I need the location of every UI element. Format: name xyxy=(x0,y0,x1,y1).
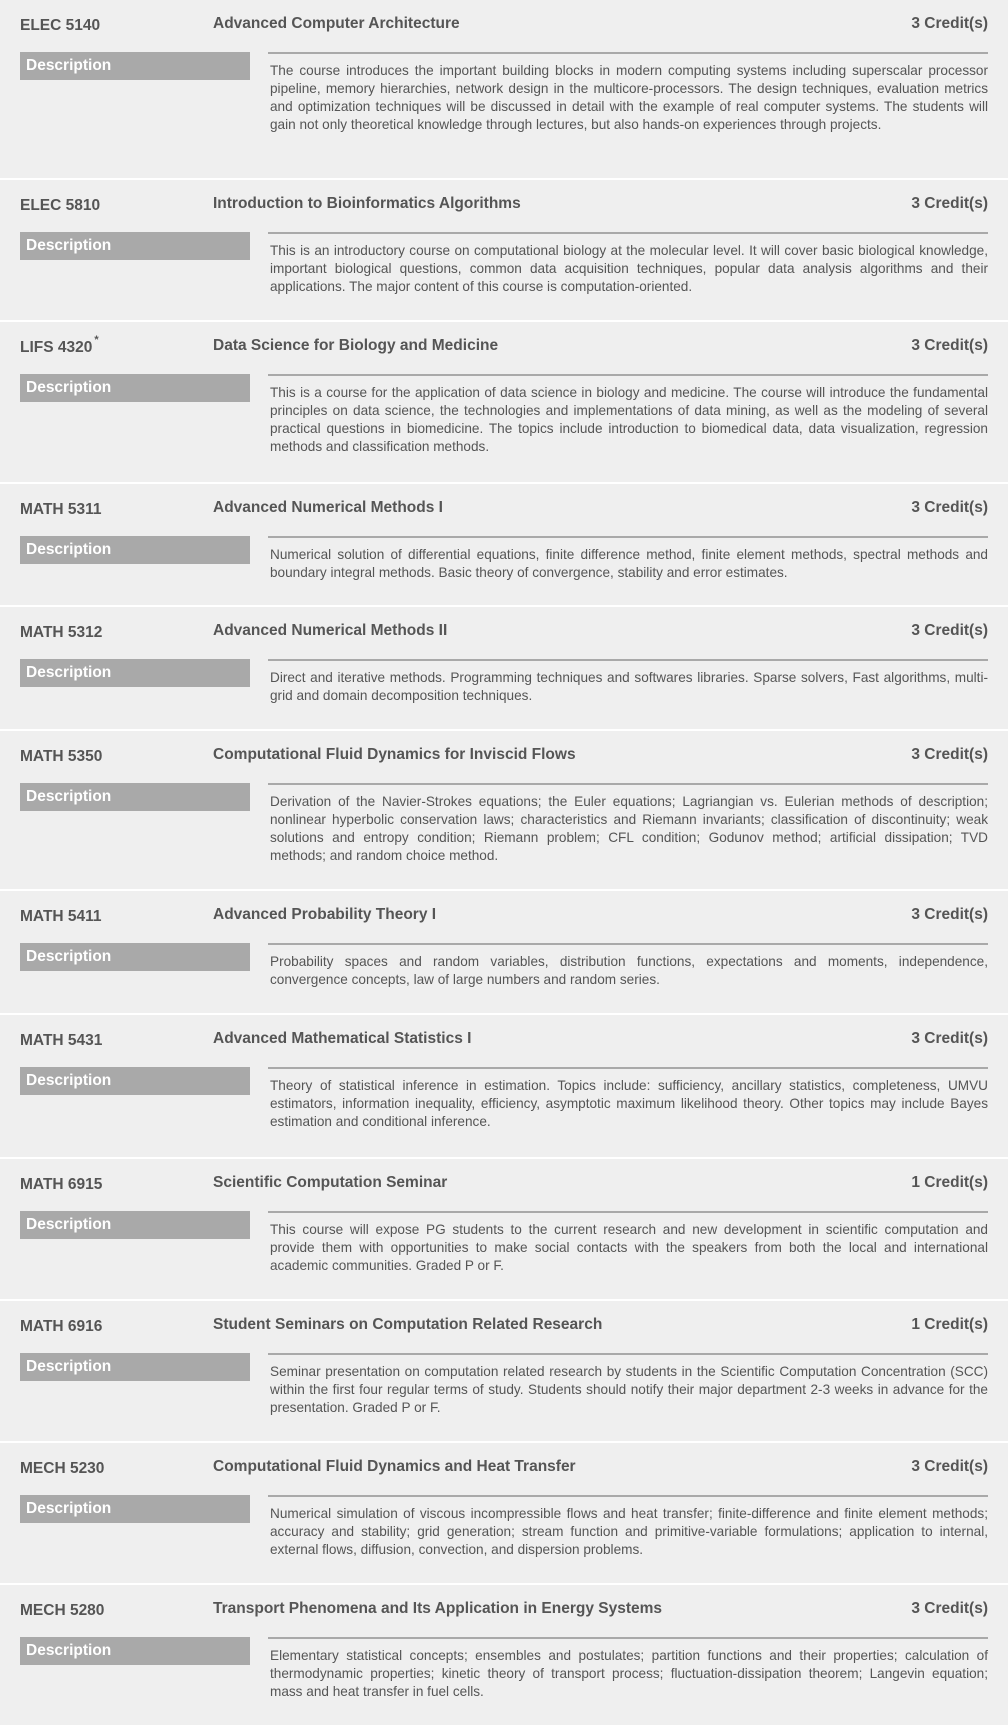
course-header xyxy=(0,746,1008,768)
course-block xyxy=(0,1301,1008,1441)
course-title: Advanced Mathematical Statistics I xyxy=(213,1030,472,1047)
divider xyxy=(268,536,988,538)
course-title: Student Seminars on Computation Related Research xyxy=(213,1316,603,1333)
course-code xyxy=(20,906,104,926)
course-header xyxy=(0,906,1008,928)
description-label: Description xyxy=(20,943,250,971)
description-label: Description xyxy=(20,1067,250,1095)
course-block xyxy=(0,0,1008,178)
course-credits: 1 Credit(s) xyxy=(911,1316,988,1333)
course-credits: 3 Credit(s) xyxy=(911,1458,988,1475)
description-label: Description xyxy=(20,783,250,811)
course-code-text: MATH 5311 xyxy=(20,501,102,519)
course-code xyxy=(20,15,102,35)
course-block xyxy=(0,607,1008,729)
divider xyxy=(268,232,988,234)
divider xyxy=(268,1067,988,1069)
course-code xyxy=(20,1316,104,1336)
course-description: Numerical simulation of viscous incompressible flows and heat transfer; finite-difference and finite element methods; accuracy and stability; grid generation; stream function and primitive-variable formulations; application to internal, external flows, diffusion, convection, and dispersion problems. xyxy=(270,1506,988,1557)
course-title: Advanced Numerical Methods I xyxy=(213,499,443,516)
course-code-text: MECH 5280 xyxy=(20,1602,105,1620)
course-code xyxy=(20,195,102,215)
course-credits: 3 Credit(s) xyxy=(911,337,988,354)
course-code xyxy=(20,622,104,642)
course-code xyxy=(20,334,99,357)
course-code xyxy=(20,499,104,519)
course-title: Advanced Computer Architecture xyxy=(213,15,460,32)
divider xyxy=(268,1353,988,1355)
course-block xyxy=(0,731,1008,889)
description-label: Description xyxy=(20,1353,250,1381)
course-block xyxy=(0,484,1008,605)
course-description: This course will expose PG students to the current research and new development in scientific computation and provide them with opportunities to make social contacts with the speakers from both the local and international academic communities. Graded P or F. xyxy=(270,1222,988,1273)
course-code-text: MATH 5312 xyxy=(20,624,103,642)
course-code-text: MATH 5411 xyxy=(20,908,102,926)
course-description: Elementary statistical concepts; ensembles and postulates; partition functions and their properties; calculation of thermodynamic properties; kinetic theory of transport process; fluctuation-dissipation theorem; Langevin equation; mass and heat transfer in fuel cells. xyxy=(270,1648,988,1699)
divider xyxy=(268,943,988,945)
course-header xyxy=(0,499,1008,521)
course-block xyxy=(0,1159,1008,1299)
course-code-text: MATH 6915 xyxy=(20,1176,103,1194)
divider xyxy=(268,1495,988,1497)
course-title: Transport Phenomena and Its Application in Energy Systems xyxy=(213,1600,663,1617)
divider xyxy=(268,783,988,785)
course-credits: 3 Credit(s) xyxy=(911,746,988,763)
course-title: Scientific Computation Seminar xyxy=(213,1174,448,1191)
description-label: Description xyxy=(20,536,250,564)
course-description: Direct and iterative methods. Programming techniques and softwares libraries. Sparse solvers, Fast algorithms, multi-grid and domain decomposition techniques. xyxy=(270,670,988,703)
course-description: Numerical solution of differential equations, finite difference method, finite element methods, spectral methods and boundary integral methods. Basic theory of convergence, stability and error estimates. xyxy=(270,547,988,580)
course-description: This is an introductory course on computational biology at the molecular level. It will cover basic biological knowledge, important biological questions, common data acquisition techniques, popular data analysis algorithms and their applications. The major content of this course is computation-oriented. xyxy=(270,243,988,294)
course-title: Data Science for Biology and Medicine xyxy=(213,337,499,354)
course-description: This is a course for the application of data science in biology and medicine. The course will introduce the fundamental principles on data science, the technologies and implementations of data mining, as well as the modeling of several practical questions in biomedicine. The topics include introduction to biomedical data, data visualization, regression methods and classification methods. xyxy=(270,385,988,454)
description-label: Description xyxy=(20,232,250,260)
course-marker: * xyxy=(94,334,99,346)
course-description: Probability spaces and random variables, distribution functions, expectations and moments, independence, convergence concepts, law of large numbers and random series. xyxy=(270,954,988,987)
course-credits: 3 Credit(s) xyxy=(911,622,988,639)
course-title: Advanced Numerical Methods II xyxy=(213,622,448,639)
description-label: Description xyxy=(20,374,250,402)
course-header xyxy=(0,334,1008,359)
course-code-text: MATH 5431 xyxy=(20,1032,103,1050)
course-code-text: MECH 5230 xyxy=(20,1460,105,1478)
description-label: Description xyxy=(20,1637,250,1665)
course-header xyxy=(0,1316,1008,1338)
description-label: Description xyxy=(20,659,250,687)
course-code-text: ELEC 5140 xyxy=(20,17,101,35)
course-block xyxy=(0,180,1008,320)
course-header xyxy=(0,1458,1008,1480)
course-header xyxy=(0,195,1008,217)
course-block xyxy=(0,891,1008,1013)
course-title: Advanced Probability Theory I xyxy=(213,906,437,923)
course-header xyxy=(0,15,1008,37)
course-block xyxy=(0,1443,1008,1583)
course-block xyxy=(0,322,1008,482)
course-description: Seminar presentation on computation related research by students in the Scientific Computation Concentration (SCC) within the first four regular terms of study. Students should notify their major department 2-3 weeks in advance for the presentation. Graded P or F. xyxy=(270,1364,988,1415)
course-code-text: LIFS 4320 xyxy=(20,339,93,357)
course-header xyxy=(0,1600,1008,1622)
course-code-text: MATH 5350 xyxy=(20,748,103,766)
description-label: Description xyxy=(20,1495,250,1523)
course-code xyxy=(20,1600,106,1620)
course-code xyxy=(20,746,104,766)
course-code-text: MATH 6916 xyxy=(20,1318,103,1336)
description-label: Description xyxy=(20,52,250,80)
course-header xyxy=(0,622,1008,644)
divider xyxy=(268,1211,988,1213)
course-code xyxy=(20,1458,106,1478)
course-credits: 1 Credit(s) xyxy=(911,1174,988,1191)
course-title: Computational Fluid Dynamics and Heat Transfer xyxy=(213,1458,576,1475)
description-label: Description xyxy=(20,1211,250,1239)
course-description: Derivation of the Navier-Strokes equations; the Euler equations; Lagriangian vs. Eulerian methods of description; nonlinear hyperbolic conservation laws; characteristics and Riemann invariants; classification of discontinuity; weak solutions and entropy condition; Riemann problem; CFL condition; Godunov method; artificial dissipation; TVD methods; and random choice method. xyxy=(270,794,988,863)
course-credits: 3 Credit(s) xyxy=(911,15,988,32)
course-description: The course introduces the important building blocks in modern computing systems including superscalar processor pipeline, memory hierarchies, network design in the multicore-processors. The design techniques, evaluation metrics and optimization techniques will be discussed in detail with the example of real computer systems. The students will gain not only theoretical knowledge through lectures, but also hands-on experiences through projects. xyxy=(270,63,988,132)
course-code xyxy=(20,1030,104,1050)
course-description: Theory of statistical inference in estimation. Topics include: sufficiency, ancillary statistics, completeness, UMVU estimators, information inequality, efficiency, asymptotic maximum likelihood theory. Other topics may include Bayes estimation and conditional inference. xyxy=(270,1078,988,1129)
divider xyxy=(268,659,988,661)
course-credits: 3 Credit(s) xyxy=(911,195,988,212)
course-title: Introduction to Bioinformatics Algorithms xyxy=(213,195,521,212)
divider xyxy=(268,374,988,376)
course-credits: 3 Credit(s) xyxy=(911,499,988,516)
course-code-text: ELEC 5810 xyxy=(20,197,101,215)
course-credits: 3 Credit(s) xyxy=(911,1030,988,1047)
course-block xyxy=(0,1015,1008,1157)
course-code xyxy=(20,1174,104,1194)
course-credits: 3 Credit(s) xyxy=(911,906,988,923)
divider xyxy=(268,1637,988,1639)
course-header xyxy=(0,1030,1008,1052)
divider xyxy=(268,52,988,54)
course-block xyxy=(0,1585,1008,1725)
course-header xyxy=(0,1174,1008,1196)
course-credits: 3 Credit(s) xyxy=(911,1600,988,1617)
course-title: Computational Fluid Dynamics for Inviscid Flows xyxy=(213,746,576,763)
